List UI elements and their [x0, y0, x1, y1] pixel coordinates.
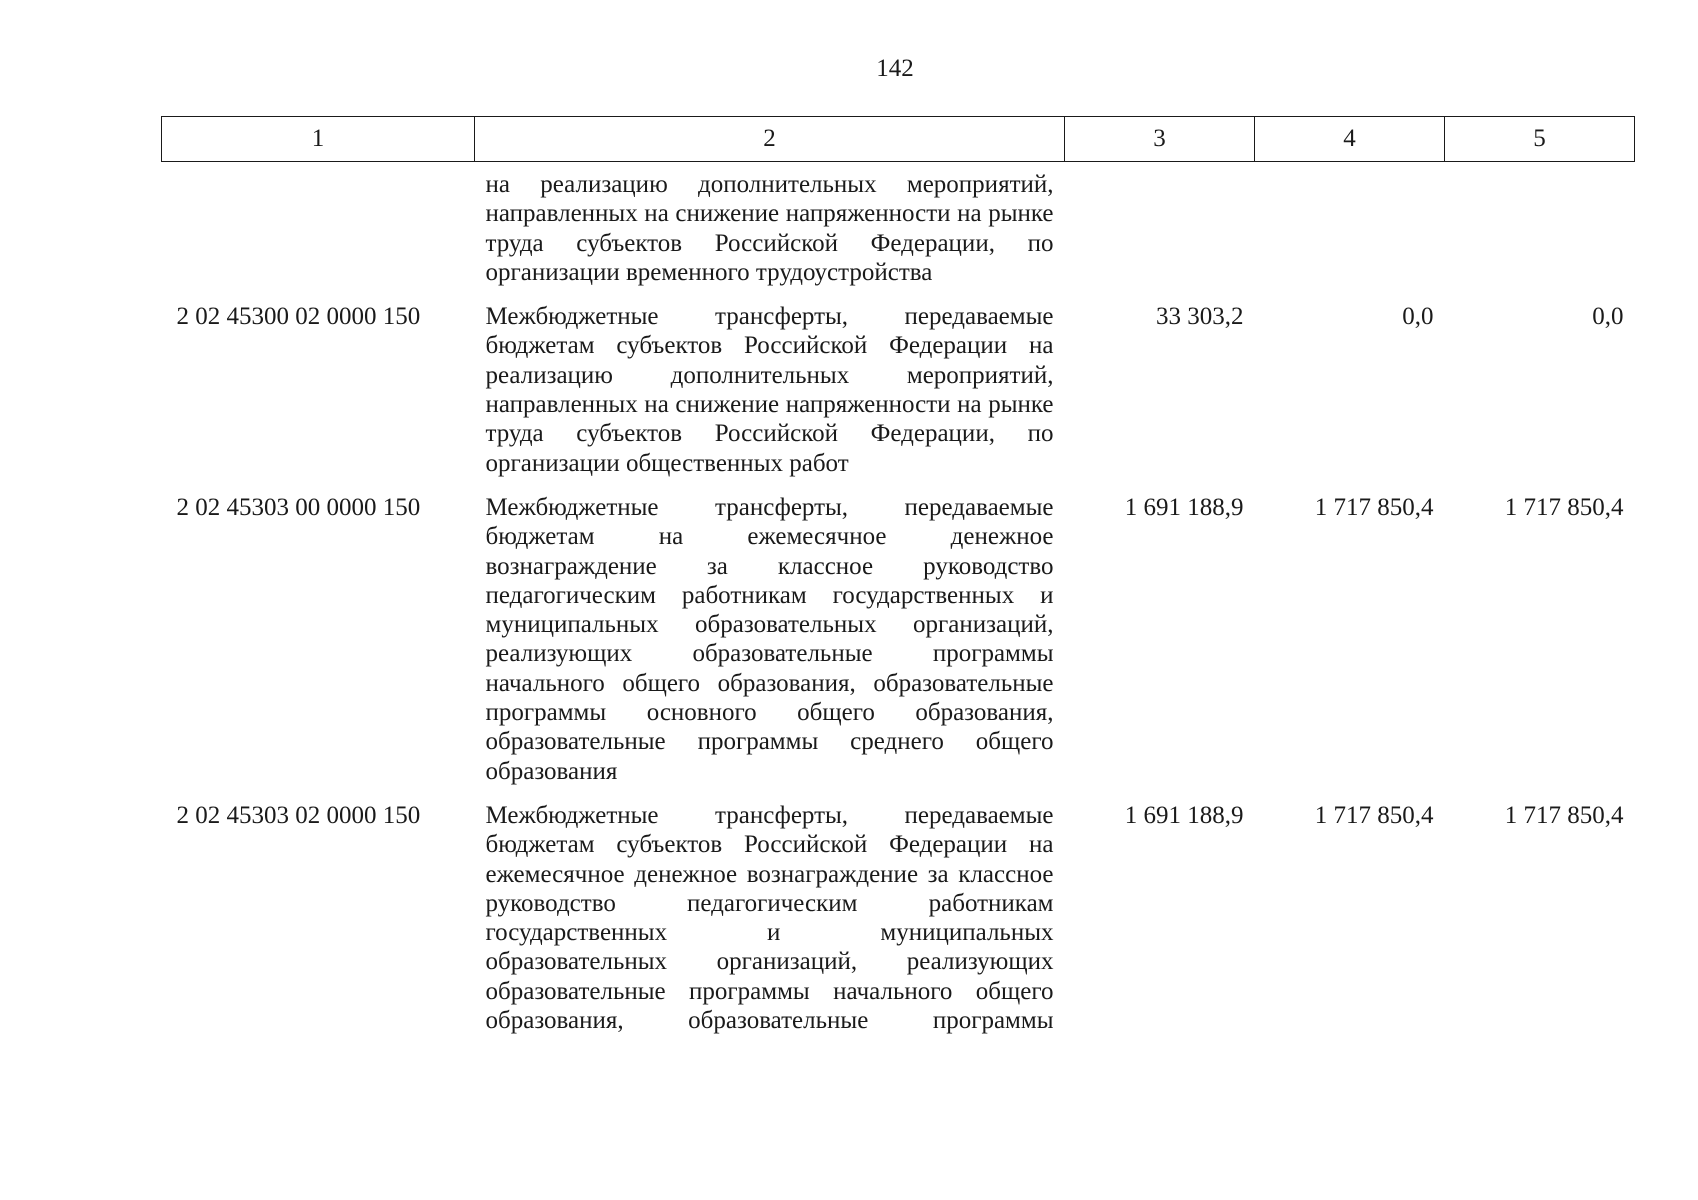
header-col-3: 3	[1065, 117, 1255, 162]
header-col-1: 1	[162, 117, 475, 162]
table-body	[162, 162, 1635, 1049]
row-value-col5: 1 717 850,4	[1504, 801, 1624, 829]
row-description: Межбюджетные трансферты, передаваемые бюджетам субъектов Российской Федерации на ежемесячное денежное вознаграждение за классное руководство педагогическим работникам государственных и муниципальных образовательных организаций, реализующих образовательные программы начального общего образования, образовательные программы	[485, 801, 1054, 1035]
table-row	[162, 491, 1635, 799]
header-row	[162, 117, 1635, 162]
table-row	[162, 300, 1635, 491]
table-row	[162, 799, 1635, 1048]
row-code	[162, 162, 475, 301]
header-col-2: 2	[475, 117, 1065, 162]
row-value-col4: 0,0	[1402, 303, 1434, 331]
row-value-col5	[1445, 162, 1635, 301]
row-description: Межбюджетные трансферты, передаваемые бюджетам на ежемесячное денежное вознаграждение за классное руководство педагогическим работникам государственных и муниципальных образовательных организаций, реализующих образовательные программы начального общего образования, образовательные программы основного общего образования, образовательные программы среднего общего образования	[485, 493, 1054, 785]
row-value-col4	[1255, 162, 1445, 301]
row-value-col3	[1065, 162, 1255, 301]
row-value-col3: 1 691 188,9	[1124, 801, 1244, 829]
budget-table	[161, 116, 1635, 1048]
header-col-4: 4	[1255, 117, 1445, 162]
row-value-col4: 1 717 850,4	[1314, 493, 1434, 521]
row-value-col3: 1 691 188,9	[1124, 493, 1244, 521]
header-col-5: 5	[1445, 117, 1635, 162]
table-header	[162, 117, 1635, 162]
row-code: 2 02 45303 00 0000 150	[176, 493, 421, 521]
row-code: 2 02 45303 02 0000 150	[176, 801, 421, 829]
row-description: на реализацию дополнительных мероприятий, направленных на снижение напряженности на рынке труда субъектов Российской Федерации, по организации временного трудоустройства	[485, 171, 1054, 286]
table-row	[162, 162, 1635, 301]
row-description: Межбюджетные трансферты, передаваемые бюджетам субъектов Российской Федерации на реализацию дополнительных мероприятий, направленных на снижение напряженности на рынке труда субъектов Российской Федерации, по организации общественных работ	[485, 303, 1054, 477]
row-code: 2 02 45300 02 0000 150	[176, 303, 421, 331]
row-value-col3: 33 303,2	[1156, 303, 1244, 331]
page-number: 142	[876, 55, 914, 82]
row-value-col5: 1 717 850,4	[1504, 493, 1624, 521]
row-value-col4: 1 717 850,4	[1314, 801, 1434, 829]
row-value-col5: 0,0	[1592, 303, 1624, 331]
